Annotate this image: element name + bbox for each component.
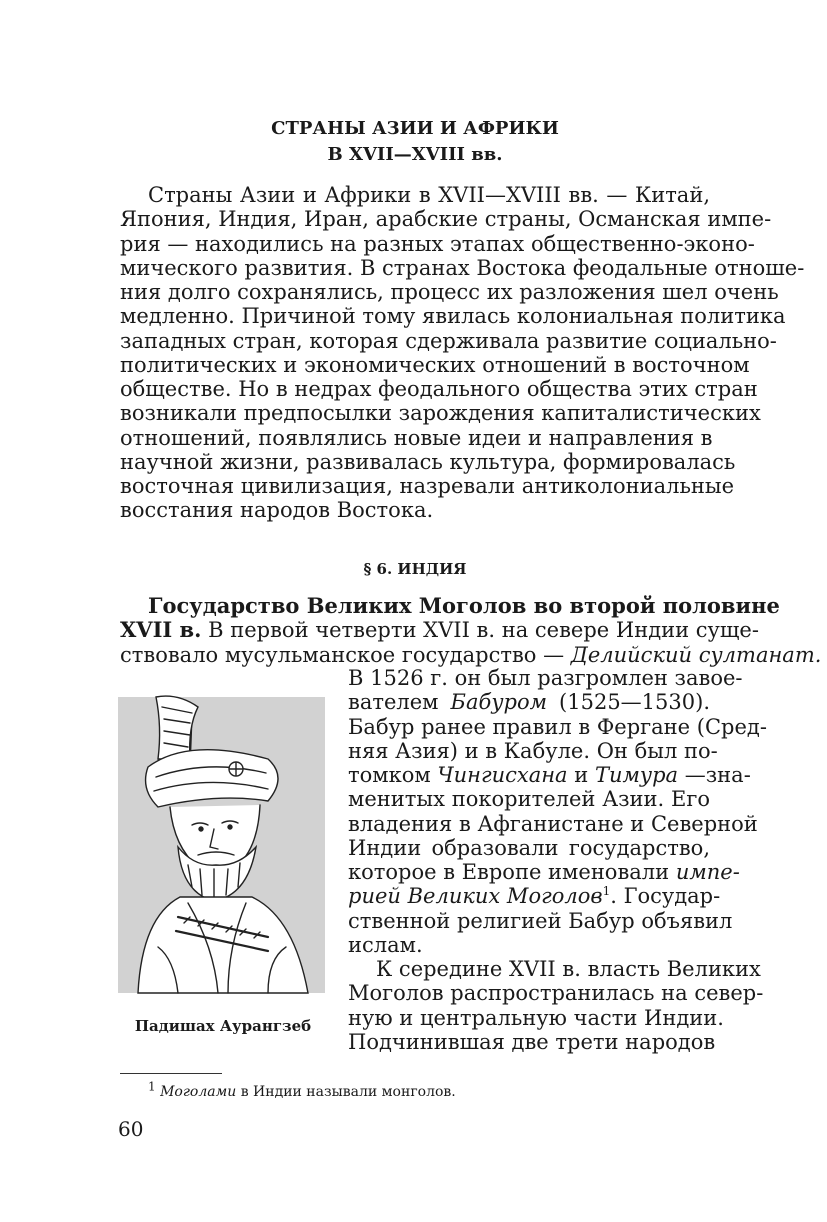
intro-line: политических и экономических отношений в восточном	[120, 352, 750, 377]
intro-line: научной жизни, развивалась культура, формировалась	[120, 449, 736, 474]
footnote-term: Моголами	[160, 1084, 237, 1100]
aurangzeb-drawing	[118, 697, 325, 993]
chapter-title	[120, 116, 710, 168]
wrap-line: Подчинившая две трети народов	[348, 1029, 716, 1054]
wrapped-text	[348, 666, 767, 1054]
intro-line: рия — находились на разных этапах общественно-эконо-	[120, 231, 755, 256]
footnote-ref[interactable]: 1	[602, 884, 611, 899]
wrap-line: В 1526 г. он был разгромлен завое-	[348, 666, 743, 690]
wrap-text: (1525—1530).	[547, 690, 710, 715]
italic-term: Бабуром	[450, 690, 547, 715]
wrap-line	[348, 763, 751, 787]
italic-term: Делийский султанат.	[570, 642, 822, 667]
wrap-line: ную и центральную части Индии.	[348, 1005, 724, 1030]
intro-line: возникали предпосылки зарождения капиталистических	[120, 401, 761, 426]
wrap-line	[348, 860, 740, 884]
intro-line: восстания народов Востока.	[120, 498, 434, 523]
wrap-line: Индии образовали государство,	[348, 835, 710, 860]
section-title: § 6. ИНДИЯ	[363, 560, 467, 578]
intro-line: Страны Азии и Африки в XVII—XVIII вв. — Китай,	[148, 183, 710, 207]
wrap-text: которое в Европе именовали	[348, 860, 676, 884]
intro-line: отношений, появлялись новые идеи и направления в	[120, 425, 713, 450]
wrap-line: ислам.	[348, 932, 423, 957]
footnote-text: в Индии называли монголов.	[236, 1084, 456, 1100]
intro-line: ния долго сохранялись, процесс их разложения шел очень	[120, 280, 779, 304]
chapter-title-line2: В XVII—XVIII вв.	[327, 144, 503, 165]
intro-paragraph	[120, 183, 805, 523]
italic-term: рией Великих Моголов	[348, 884, 603, 909]
wrap-text: и	[567, 763, 595, 787]
wrap-line: К середине XVII в. власть Великих	[376, 957, 761, 981]
wrap-line: Моголов распространилась на север-	[348, 981, 764, 1006]
wrap-line: Бабур ранее правил в Фергане (Сред-	[348, 714, 767, 739]
section-line	[120, 642, 822, 667]
footnote	[148, 1079, 456, 1102]
wrap-text: томком	[348, 763, 438, 787]
subheading-end: XVII в.	[120, 617, 202, 643]
section-line-text: В первой четверти XVII в. на севере Индии суще-	[201, 618, 759, 643]
wrap-line	[348, 690, 710, 714]
wrap-line: няя Азия) и в Кабуле. Он был по-	[348, 738, 718, 763]
italic-term: Тимура	[594, 763, 679, 787]
footnote-marker: 1	[148, 1079, 156, 1094]
section-line-text: ствовало мусульманское государство —	[120, 642, 571, 667]
intro-line: Япония, Индия, Иран, арабские страны, Османская импе-	[120, 207, 772, 232]
page-number: 60	[118, 1117, 144, 1141]
chapter-title-line1: СТРАНЫ АЗИИ И АФРИКИ	[271, 118, 559, 139]
intro-line: восточная цивилизация, назревали антиколониальные	[120, 474, 735, 498]
intro-line: медленно. Причиной тому явилась колониальная политика	[120, 304, 786, 329]
wrap-text: вателем	[348, 690, 451, 715]
section-line	[120, 617, 759, 643]
intro-line: западных стран, которая сдерживала развитие социально-	[120, 328, 777, 353]
figure-caption: Падишах Аурангзеб	[134, 1017, 312, 1035]
subheading-line: Государство Великих Моголов во второй половине	[148, 593, 780, 618]
portrait-illustration	[118, 697, 325, 993]
intro-line: обществе. Но в недрах феодального общества этих стран	[120, 377, 758, 401]
wrap-line: менитых покорителей Азии. Его	[348, 787, 710, 812]
footnote-divider	[120, 1073, 222, 1074]
italic-term: импе-	[675, 860, 740, 884]
intro-line: мического развития. В странах Востока феодальные отноше-	[120, 255, 805, 280]
wrap-text: . Государ-	[610, 884, 721, 909]
wrap-line	[348, 884, 721, 909]
wrap-line: ственной религией Бабур объявил	[348, 908, 733, 933]
wrap-text: —зна-	[678, 763, 751, 787]
section-paragraph	[120, 593, 822, 667]
wrap-line: владения в Афганистане и Северной	[348, 811, 758, 836]
italic-term: Чингисхана	[437, 763, 568, 787]
